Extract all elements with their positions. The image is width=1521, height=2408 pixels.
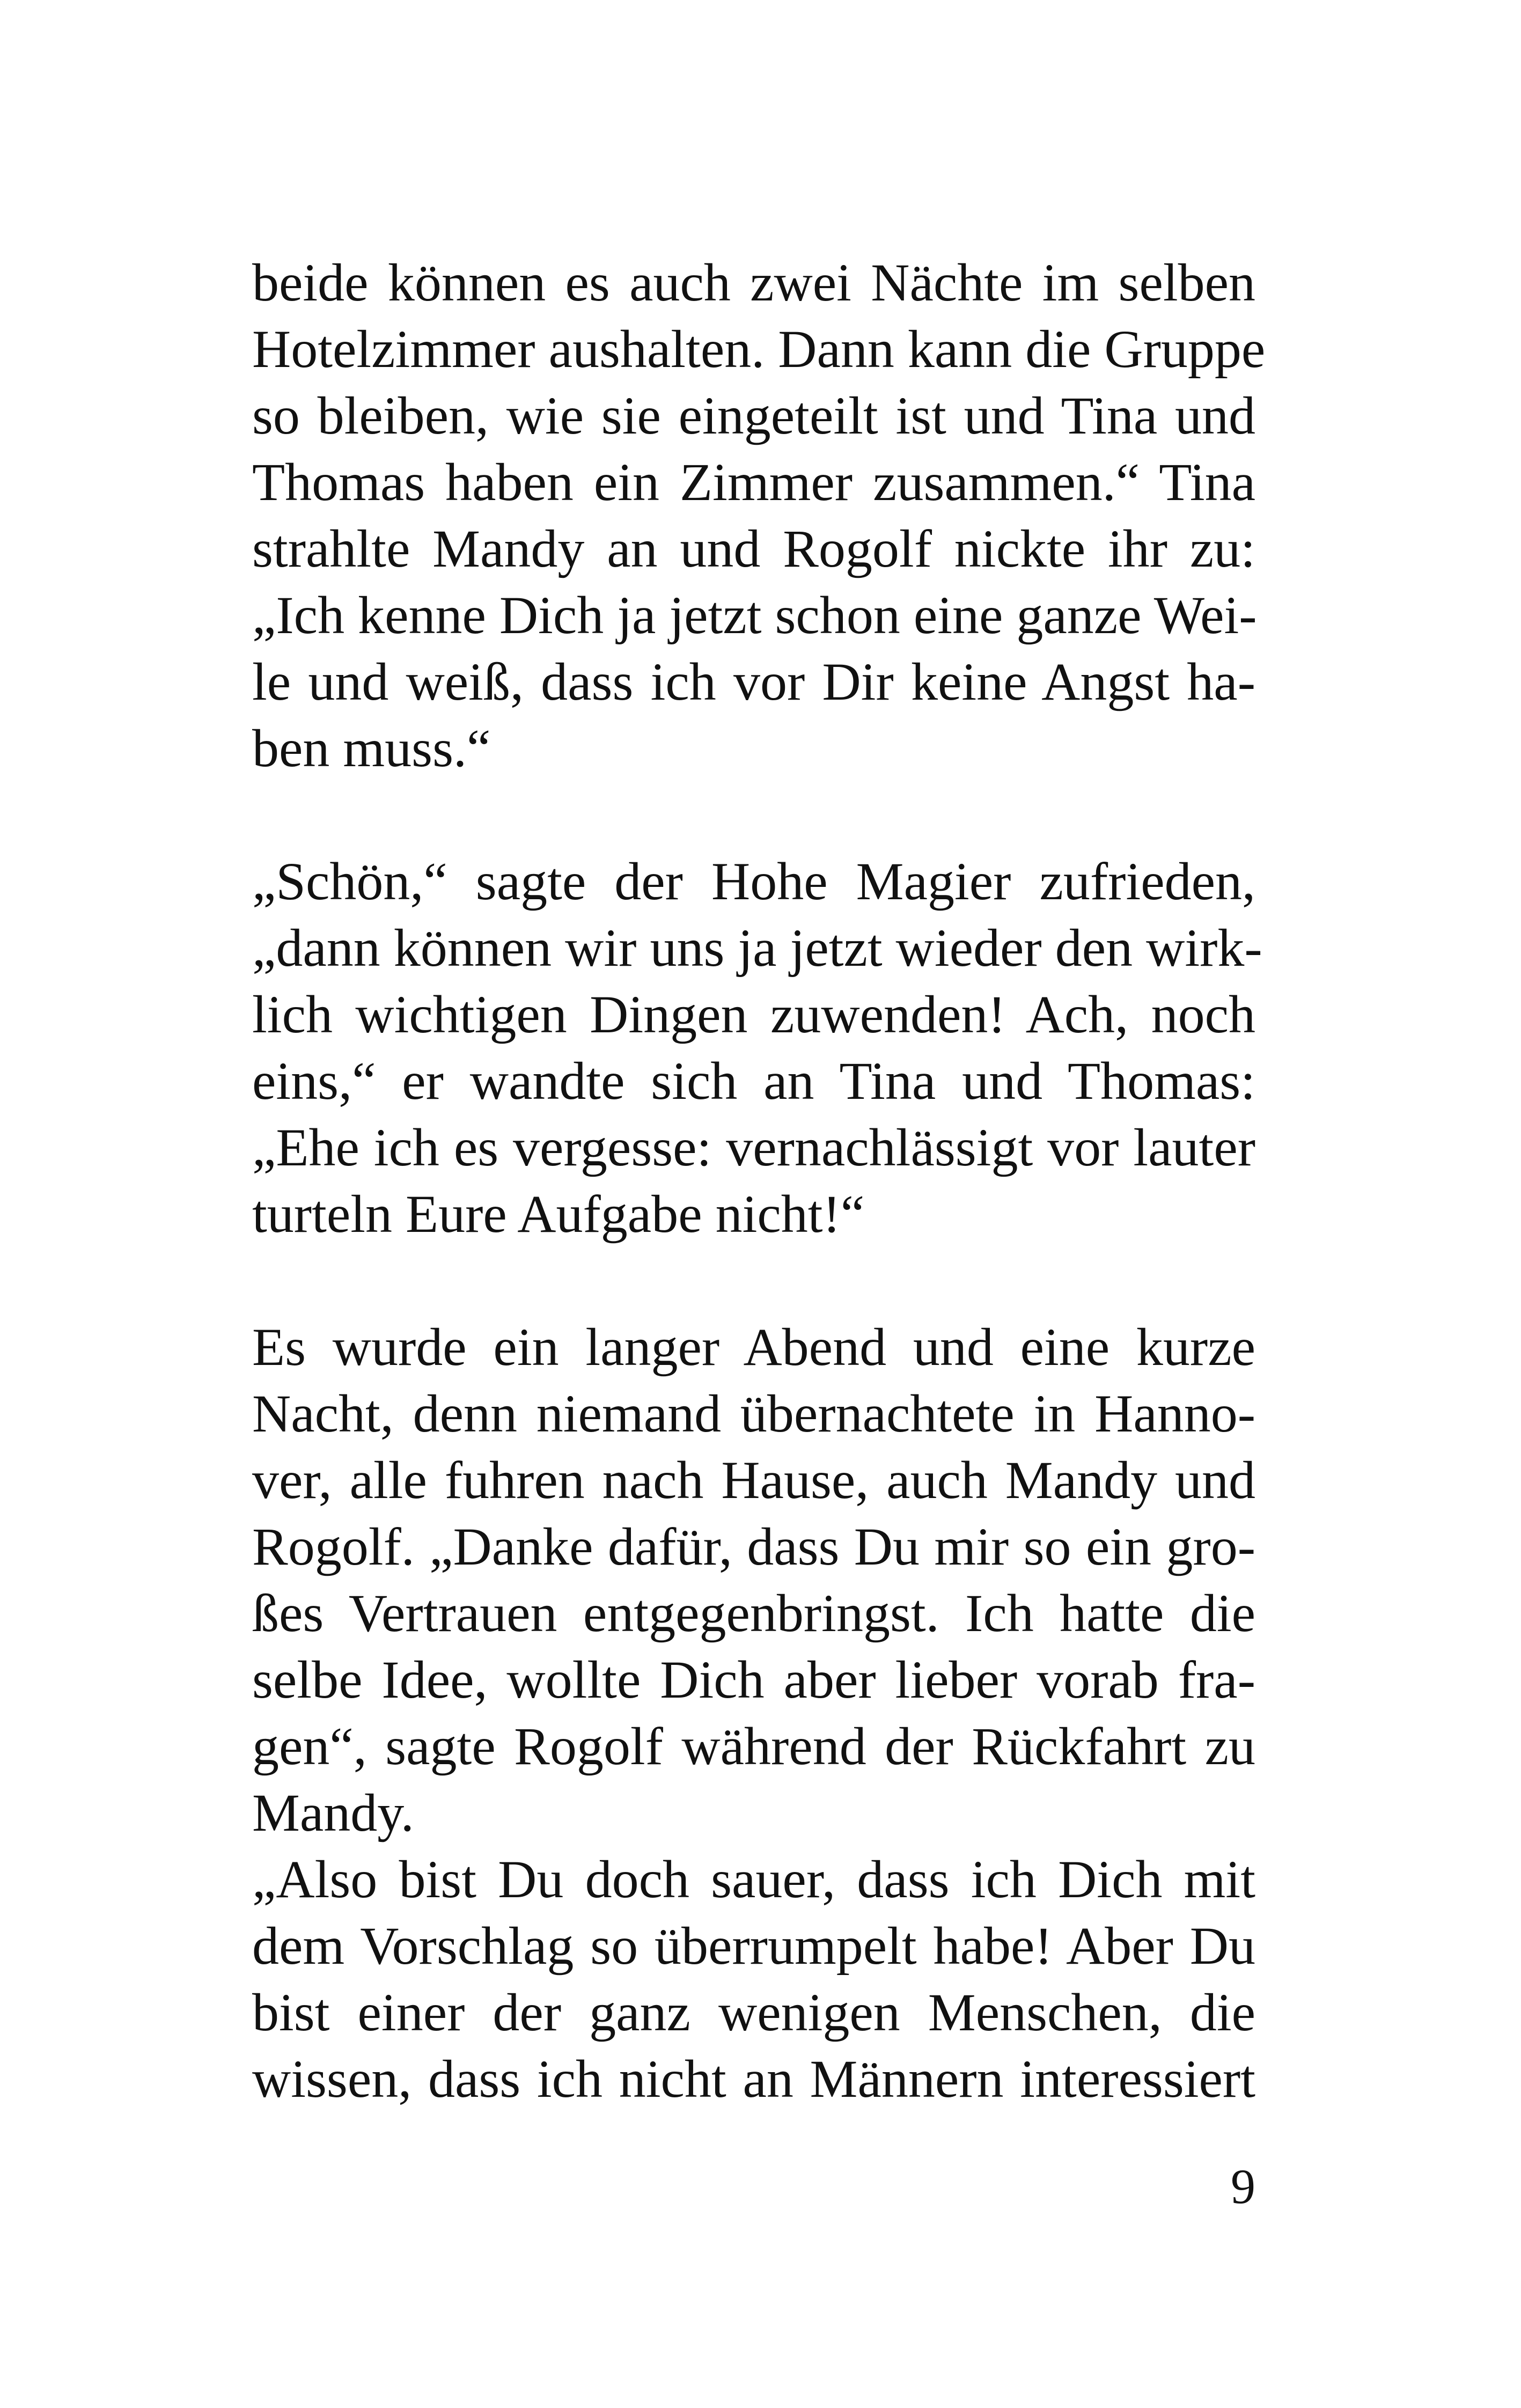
text-line: Mandy. — [252, 1783, 414, 1842]
text-line: le und weiß, dass ich vor Dir keine Angst ha- — [252, 652, 1255, 711]
text-line: ver, alle fuhren nach Hause, auch Mandy und — [252, 1450, 1255, 1510]
text-line: dem Vorschlag so überrumpelt habe! Aber Du — [252, 1916, 1255, 1976]
text-line: ßes Vertrauen entgegenbringst. Ich hatte die — [252, 1583, 1255, 1643]
text-line: eins,“ er wandte sich an Tina und Thomas: — [252, 1051, 1255, 1111]
text-line: selbe Idee, wollte Dich aber lieber vorab fra- — [252, 1650, 1255, 1709]
text-line: lich wichtigen Dingen zuwenden! Ach, noch — [252, 985, 1255, 1044]
body-text — [252, 249, 1266, 2112]
paragraph — [252, 249, 1266, 782]
text-line: „Schön,“ sagte der Hohe Magier zufrieden, — [252, 851, 1255, 911]
text-line: Rogolf. „Danke dafür, dass Du mir so ein gro- — [252, 1517, 1255, 1576]
text-line: strahlte Mandy an und Rogolf nickte ihr zu: — [252, 519, 1255, 578]
page-number: 9 — [1231, 2159, 1255, 2214]
text-line: so bleiben, wie sie eingeteilt ist und Tina und — [252, 386, 1255, 445]
text-line: „Also bist Du doch sauer, dass ich Dich mit — [252, 1849, 1255, 1909]
text-line: bist einer der ganz wenigen Menschen, die — [252, 1983, 1255, 2042]
text-line: beide können es auch zwei Nächte im selben — [252, 253, 1255, 312]
text-line: „dann können wir uns ja jetzt wieder den wirk- — [252, 918, 1262, 978]
text-line: wissen, dass ich nicht an Männern interessiert — [252, 2049, 1255, 2109]
text-line: Es wurde ein langer Abend und eine kurze — [252, 1317, 1255, 1377]
paragraph — [252, 848, 1262, 1247]
text-line: Thomas haben ein Zimmer zusammen.“ Tina — [252, 452, 1255, 512]
paragraph — [252, 1314, 1255, 1846]
paragraph-gap — [252, 782, 1255, 848]
text-line: „Ich kenne Dich ja jetzt schon eine ganze Wei- — [252, 585, 1257, 645]
text-line: Hotelzimmer aushalten. Dann kann die Gruppe — [252, 319, 1266, 379]
paragraph — [252, 1846, 1255, 2112]
paragraph-gap — [252, 1247, 1255, 1314]
text-line: ben muss.“ — [252, 718, 491, 778]
text-line: turteln Eure Aufgabe nicht!“ — [252, 1184, 865, 1244]
text-line: „Ehe ich es vergesse: vernachlässigt vor lauter — [252, 1118, 1255, 1177]
text-line: Nacht, denn niemand übernachtete in Hanno- — [252, 1384, 1255, 1443]
text-line: gen“, sagte Rogolf während der Rückfahrt zu — [252, 1716, 1255, 1776]
